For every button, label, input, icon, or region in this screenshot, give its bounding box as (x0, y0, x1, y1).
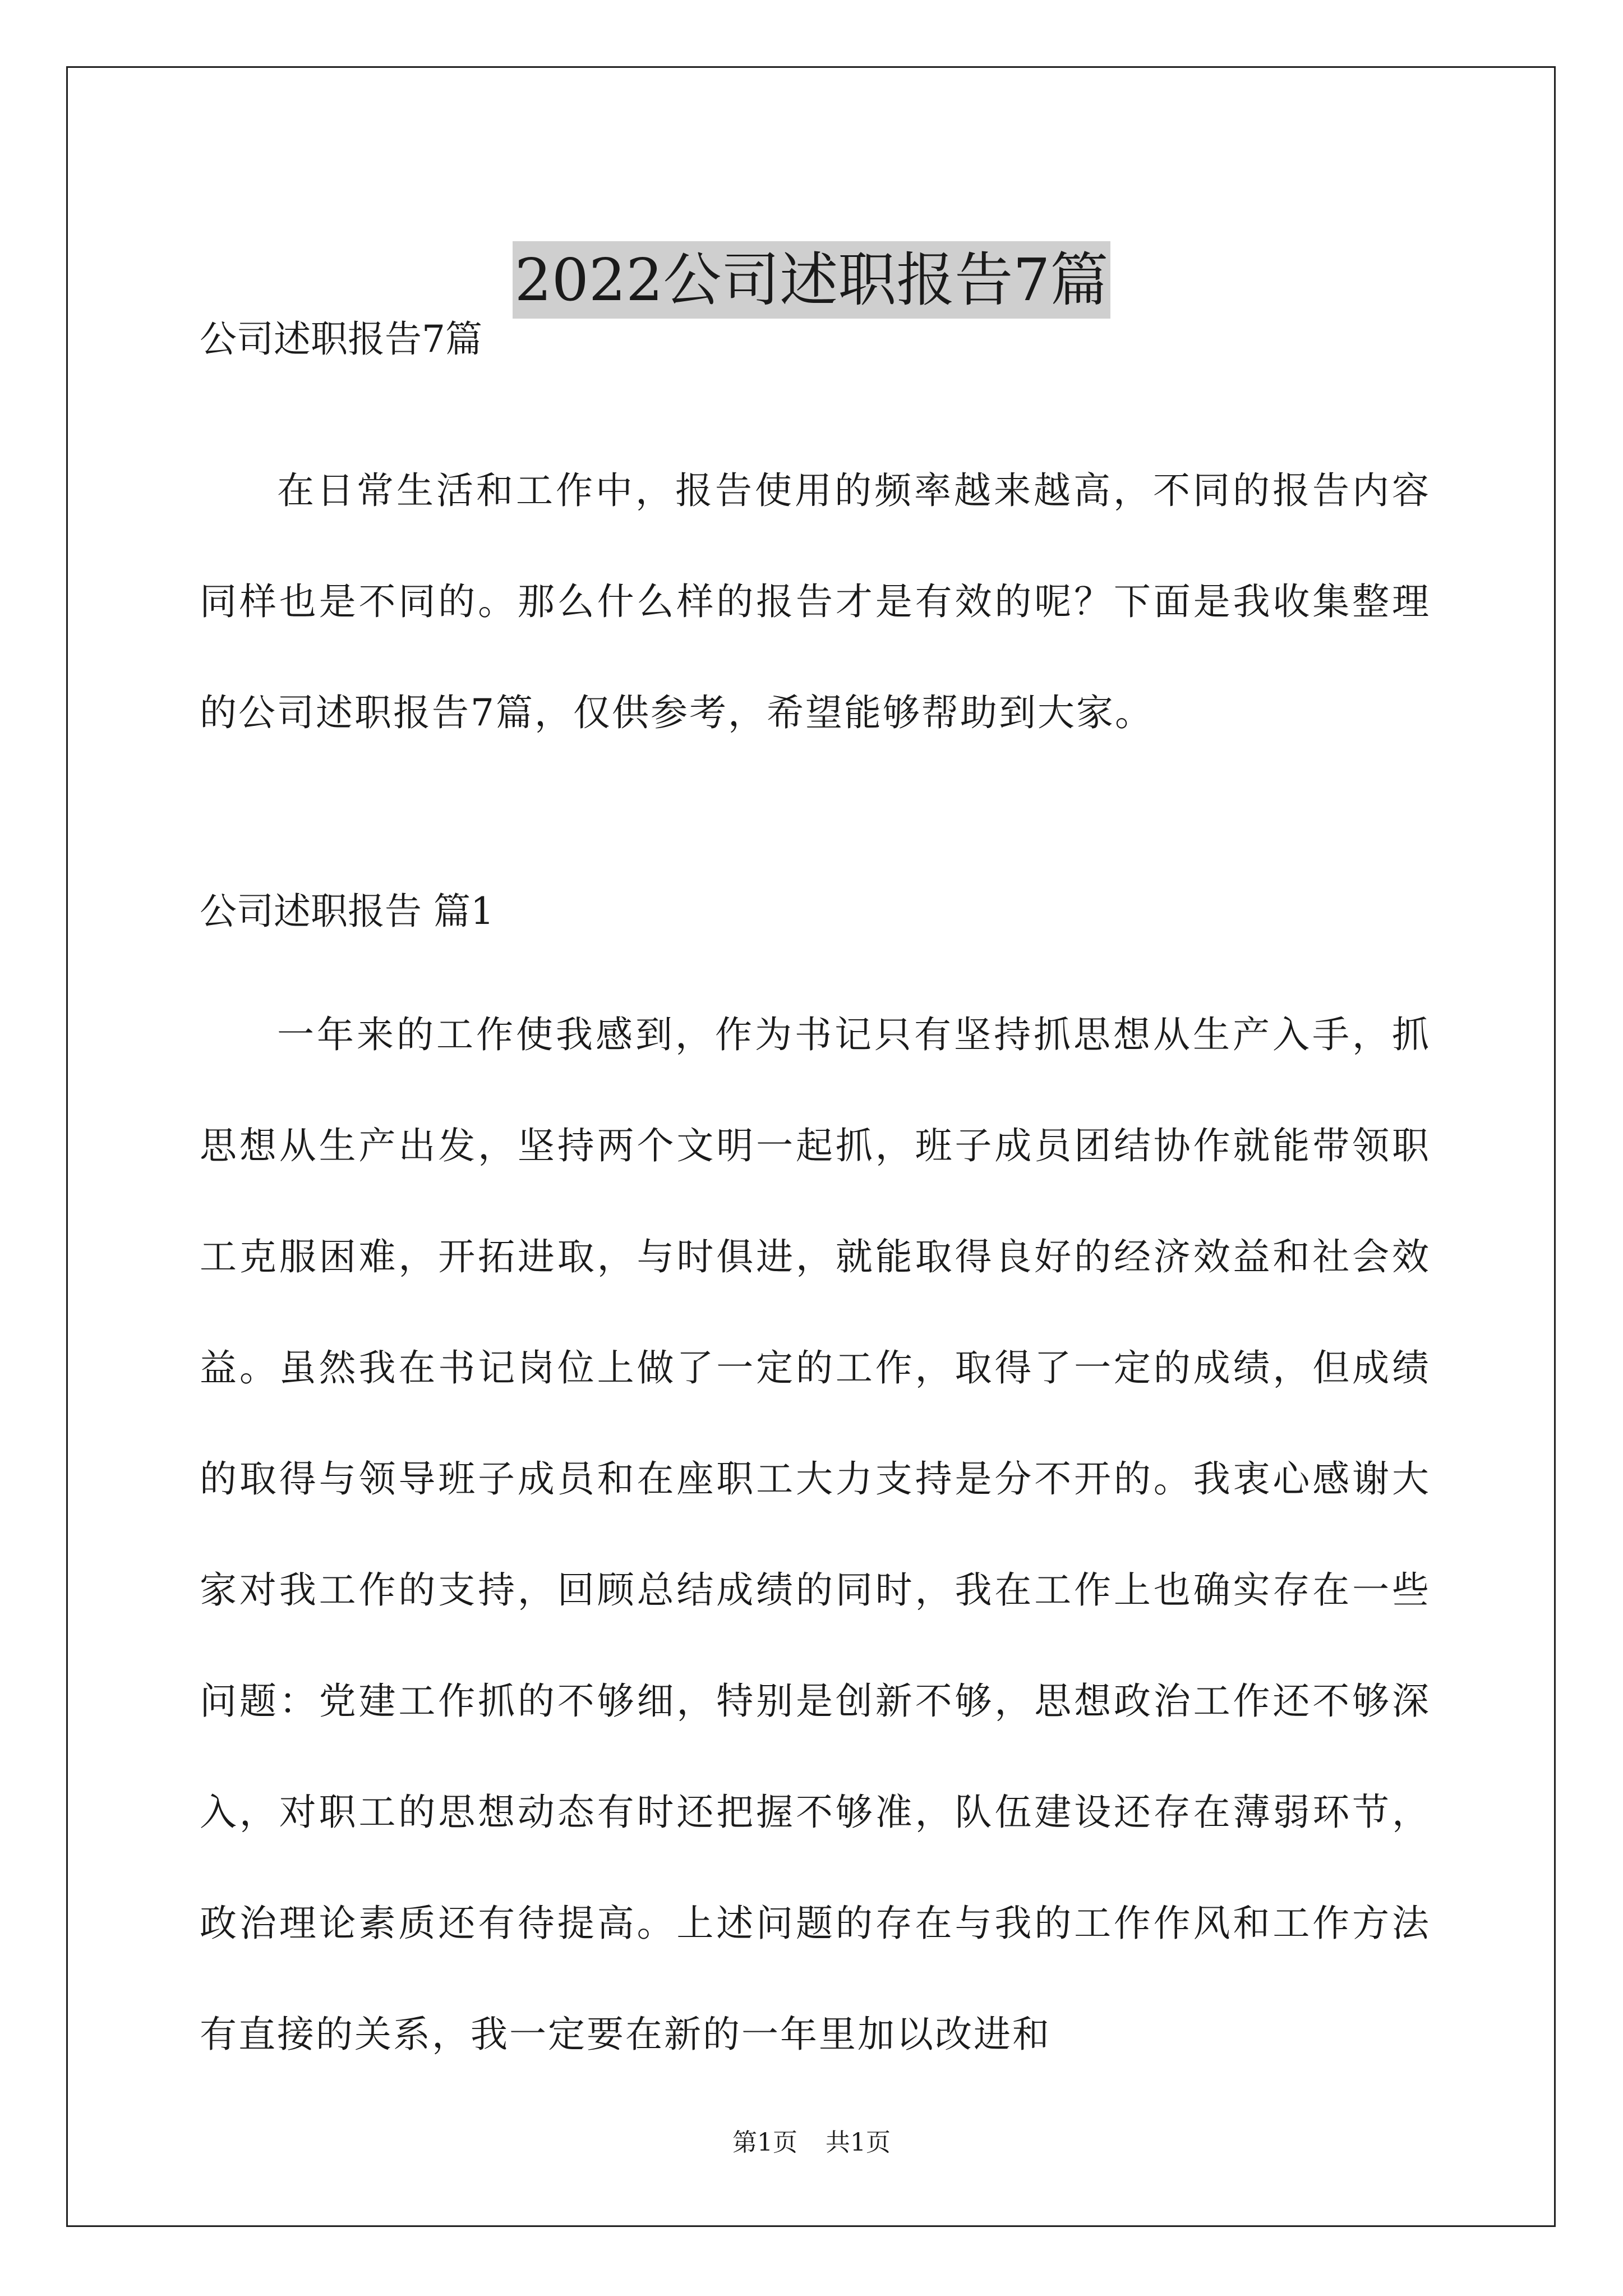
page-footer (0, 2126, 1623, 2160)
section-heading: 公司述职报告 篇1 (200, 890, 494, 933)
page-number-current: 第1页 (732, 2128, 797, 2157)
document-subtitle: 公司述职报告7篇 (200, 318, 482, 361)
intro-paragraph: 在日常生活和工作中，报告使用的频率越来越高，不同的报告内容同样也是不同的。那么什么样的报告才是有效的呢？下面是我收集整理的公司述职报告7篇，仅供参考，希望能够帮助到大家。 (200, 469, 1431, 734)
document-title: 2022公司述职报告7篇 (513, 241, 1111, 319)
section-paragraph: 一年来的工作使我感到，作为书记只有坚持抓思想从生产入手，抓思想从生产出发，坚持两个文明一起抓，班子成员团结协作就能带领职工克服困难，开拓进取，与时俱进，就能取得良好的经济效益和社会效益。虽然我在书记岗位上做了一定的工作，取得了一定的成绩，但成绩的取得与领导班子成员和在座职工大力支持是分不开的。我衷心感谢大家对我工作的支持，回顾总结成绩的同时，我在工作上也确实存在一些问题：党建工作抓的不够细，特别是创新不够，思想政治工作还不够深入，对职工的思想动态有时还把握不够准，队伍建设还存在薄弱环节，政治理论素质还有待提高。上述问题的存在与我的工作作风和工作方法有直接的关系，我一定要在新的一年里加以改进和 (200, 1013, 1431, 2056)
page-number-total: 共1页 (826, 2128, 891, 2157)
